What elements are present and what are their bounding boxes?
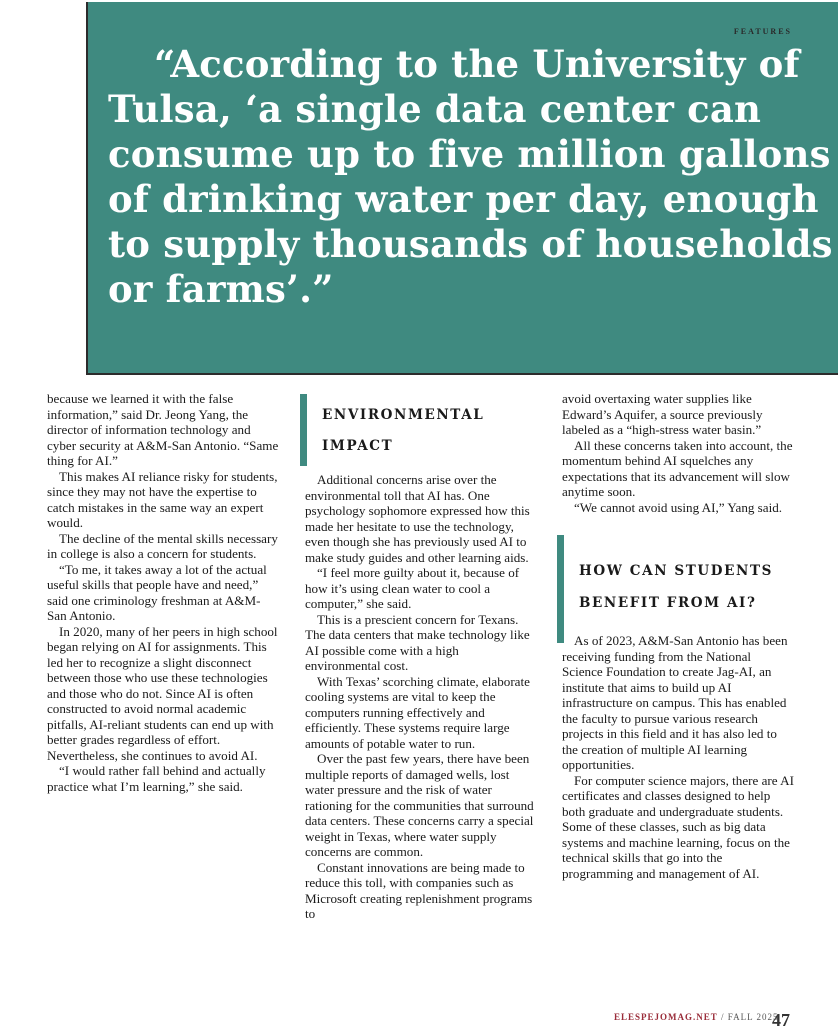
paragraph: With Texas’ scorching climate, elaborate cooling systems are vital to keep the computers running effectively and efficiently. These systems require large amounts of potable water to run. xyxy=(305,673,530,751)
subheading-text: HOW CAN STUDENTS BENEFIT FROM AI? xyxy=(579,563,773,611)
paragraph: In 2020, many of her peers in high school began relying on AI for assignments. This led her to recognize a slight disconnect between those who use these technologies and those who do not. Since AI is often constructed to avoid normal academic pitfalls, AI-reliant students can end up with better grades regardless of effort. Nevertheless, she continues to avoid AI. xyxy=(47,623,278,763)
footer-site: ELESPEJOMAG.NET xyxy=(614,1012,718,1022)
paragraph: As of 2023, A&M-San Antonio has been receiving funding from the National Science Foundation to create Jag-AI, an institute that aims to build up AI infrastructure on campus. This has enabled the faculty to pursue various research projects in this field and it has also led to the creation of multiple AI learning opportunities. xyxy=(562,633,788,772)
paragraph: The decline of the mental skills necessary in college is also a concern for students. xyxy=(47,530,278,561)
footer-issue: FALL 2025 xyxy=(727,1012,779,1022)
paragraph: “To me, it takes away a lot of the actual useful skills that people have and need,” said one criminology freshman at A&M-San Antonio. xyxy=(47,561,267,623)
page-footer xyxy=(614,1012,779,1028)
paragraph: This makes AI reliance risky for students, since they may not have the expertise to catch mistakes in the same way an expert would. xyxy=(47,468,278,530)
paragraph: avoid overtaxing water supplies like Edward’s Aquifer, a source previously labeled as a “high-stress water basin.” xyxy=(562,391,763,437)
paragraph: All these concerns taken into account, the momentum behind AI squelches any expectations that its advancement will slow anytime soon. xyxy=(562,437,793,499)
paragraph: For computer science majors, there are AI certificates and classes designed to help both graduate and undergraduate students. Some of these classes, such as big data systems and machine learning, focus on the technical skills that go into the programming and management of AI. xyxy=(562,772,794,881)
article-column-1 xyxy=(47,391,279,794)
paragraph: Additional concerns arise over the environmental toll that AI has. One psychology sophomore expressed how this made her hesitate to use the technology, even though she has previously used AI to make study guides and other learning aids. xyxy=(305,472,530,565)
paragraph: This is a prescient concern for Texans. The data centers that make technology like AI possible come with a high environmental cost. xyxy=(305,611,530,673)
article-column-2 xyxy=(305,391,535,922)
pull-quote: “According to the University of Tulsa, ‘a single data center can consume up to five million gallons of drinking water per day, enough to supply thousands of households or farms’.” xyxy=(108,42,833,311)
paragraph: Over the past few years, there have been multiple reports of damaged wells, lost water pressure and the risk of water rationing for the communities that surround data centers. These concerns carry a special weight in Texas, where water supply concerns are common. xyxy=(305,751,534,859)
subheading-accent-bar xyxy=(300,394,307,466)
footer-separator: / xyxy=(721,1012,725,1022)
subheading-text: ENVIRONMENTAL IMPACT xyxy=(322,407,485,454)
pull-quote-banner xyxy=(86,2,838,375)
paragraph: “I would rather fall behind and actually practice what I’m learning,” she said. xyxy=(47,763,266,794)
subheading-environmental-impact xyxy=(305,400,535,462)
paragraph: “I feel more guilty about it, because of how it’s using clean water to cool a computer,” she said. xyxy=(305,565,520,611)
paragraph: because we learned it with the false information,” said Dr. Jeong Yang, the director of information technology and cyber security at A&M-San Antonio. “Same thing for AI.” xyxy=(47,391,279,468)
paragraph: “We cannot avoid using AI,” Yang said. xyxy=(574,499,783,515)
section-label: FEATURES xyxy=(733,27,792,36)
subheading-benefit-from-ai xyxy=(562,535,794,619)
paragraph: Constant innovations are being made to reduce this toll, with companies such as Microsoft creating replenishment programs to xyxy=(305,859,533,921)
subheading-accent-bar xyxy=(557,535,564,643)
article-column-3 xyxy=(562,391,794,881)
page-number: 47 xyxy=(772,1010,790,1030)
